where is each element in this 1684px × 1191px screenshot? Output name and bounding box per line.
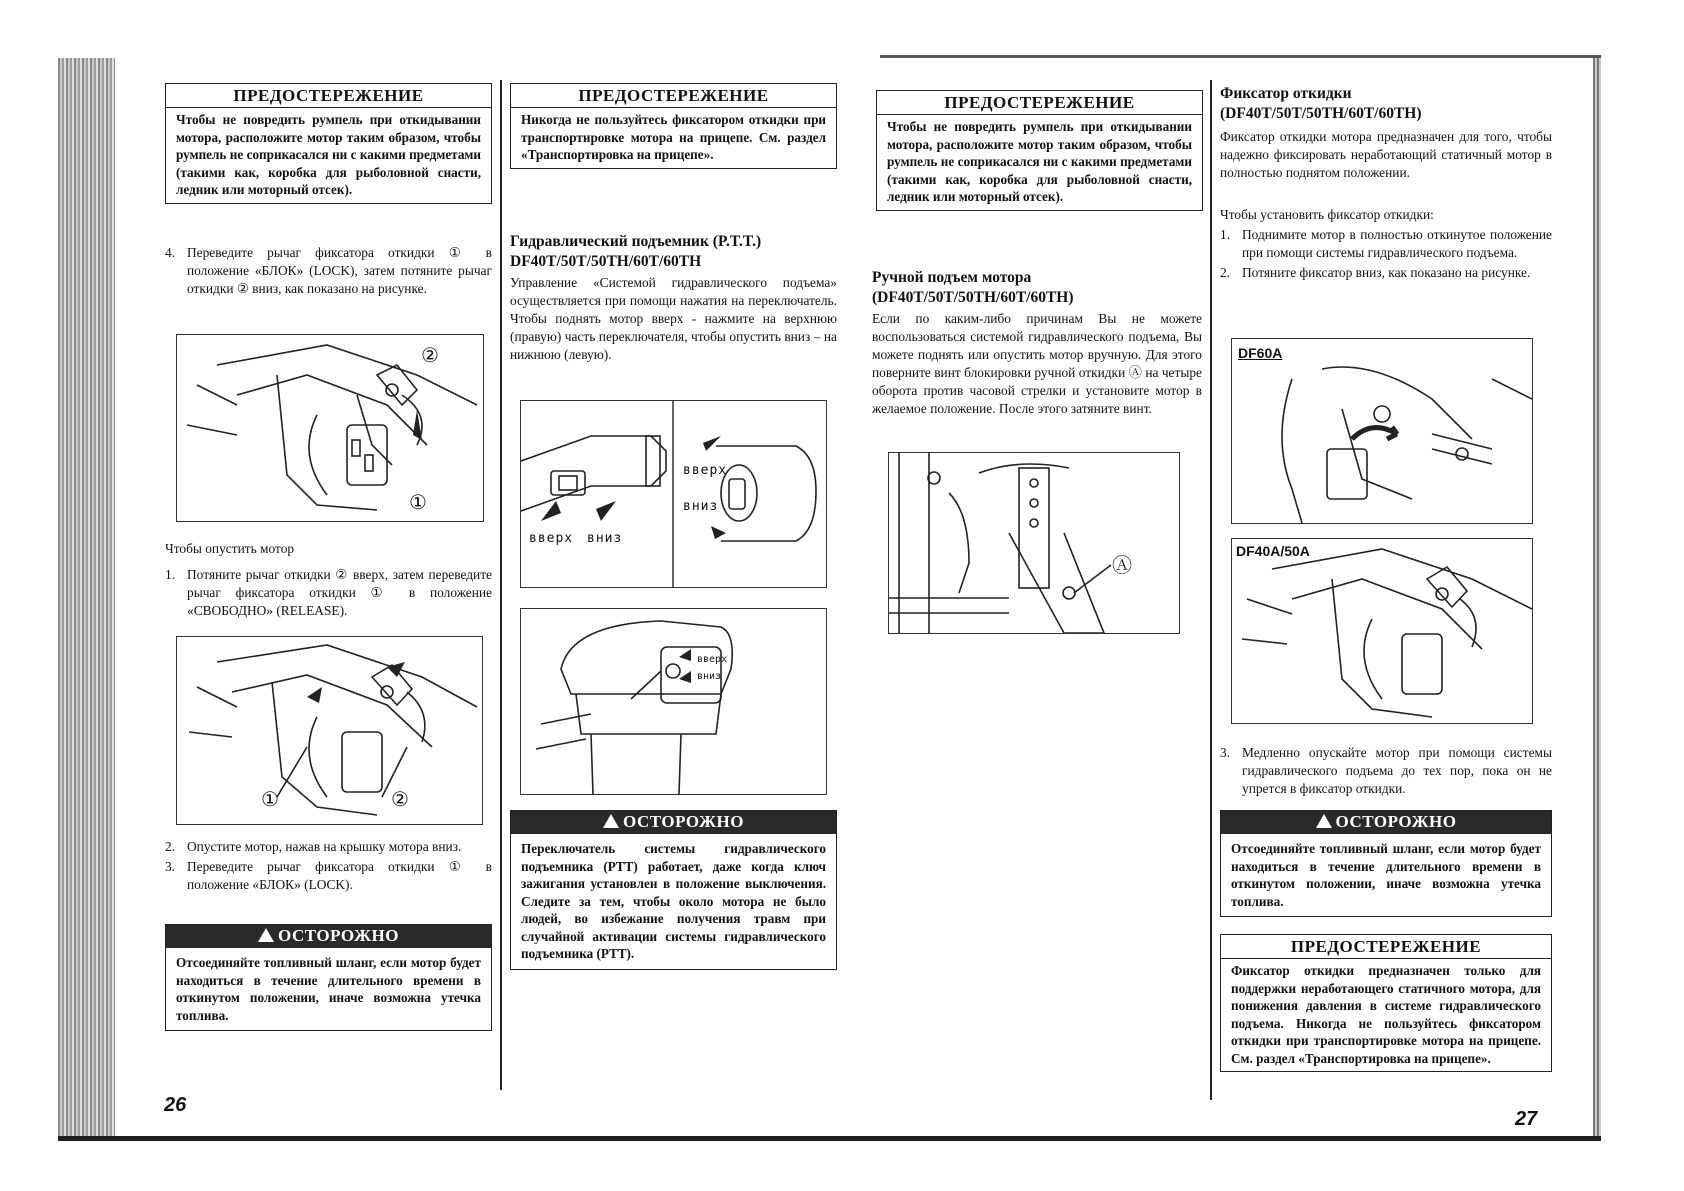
ptt-switch-drawing <box>521 401 826 587</box>
warning-box-trailer <box>510 83 837 169</box>
warning-box-tiller-right <box>876 90 1203 211</box>
caution-text: Отсоединяйте топливный шланг, если мотор будет находиться в течение длительного времени в откинутом положении, иначе возможна утечка топлива. <box>176 955 481 1023</box>
figure-label-up-left: вверх <box>529 531 574 546</box>
caution-text: Отсоединяйте топливный шланг, если мотор будет находиться в течение длительного времени в откинутом положении, иначе возможна утечка топлива. <box>1231 841 1541 909</box>
page-number-right: 27 <box>1515 1108 1538 1130</box>
caution-title-bar <box>166 925 491 948</box>
figure-tilt-lock-lever <box>176 334 484 522</box>
step-number: 1. <box>165 567 176 582</box>
step-text: Поднимите мотор в полностью откинутое положение при помощи системы гидравлического подъема. <box>1242 227 1552 260</box>
section-models: (DF40T/50T/50TH/60T/60TH) <box>872 289 1074 306</box>
step-text: Опустите мотор, нажав на крышку мотора вниз. <box>187 839 462 854</box>
scan-bottom-edge <box>58 1136 1601 1141</box>
figure-df60a <box>1231 338 1533 524</box>
warning-text: Чтобы не повредить румпель при откидывании мотора, расположите мотор таким образом, чтобы румпель не соприкасался ни с какими предметами (такими как, коробка для рыболовной снасти, ледник или моторный отсек). <box>176 112 481 197</box>
step-4 <box>165 244 492 300</box>
warning-text: Фиксатор откидки предназначен только для поддержки неработающего статичного мотора, для понижения давления в системе гидравлического подъема. Никогда не пользуйтесь фиксатором откидки при транспортировке мотора на прицепе. См. раздел «Транспортировка на прицепе». <box>1231 963 1541 1066</box>
outboard-motor-drawing <box>521 609 826 794</box>
scan-edge-right <box>1593 55 1601 1140</box>
caution-title: ОСТОРОЖНО <box>623 812 744 831</box>
figure-callout-1: ① <box>261 789 279 811</box>
step-text: Потяните рычаг откидки ② вверх, затем переведите рычаг фиксатора откидки ① в положение «СВОБОДНО» (RELEASE). <box>187 567 492 618</box>
figure-callout-1: ① <box>409 492 427 514</box>
figure-manual-tilt-screw <box>888 452 1180 634</box>
figure-label-down-right: вниз <box>683 499 719 514</box>
figure-label-up-right: вверх <box>683 463 728 478</box>
tilt-release-drawing <box>177 637 482 824</box>
warning-text: Никогда не пользуйтесь фиксатором откидки при транспортировке мотора на прицепе. См. раздел «Транспортировка на прицепе». <box>521 112 826 162</box>
install-steps <box>1220 226 1552 284</box>
scan-binding-edge-left <box>58 58 115 1140</box>
section-models: (DF40T/50T/50TH/60T/60TH) <box>1220 105 1422 122</box>
figure-outboard-switch-location <box>520 608 827 795</box>
figure-label-df60a: DF60A <box>1238 345 1283 361</box>
figure-label-down-small: вниз <box>697 671 722 682</box>
step-text: Переведите рычаг фиксатора откидки ① в положение «БЛОК» (LOCK), затем потяните рычаг откидки ② вниз, как показано на рисунке. <box>187 245 492 296</box>
step-number: 3. <box>165 859 176 874</box>
step-number: 3. <box>1220 745 1231 760</box>
lower-steps-2-3 <box>165 838 492 896</box>
section-title-manual-tilt <box>872 268 1202 308</box>
warning-box-tiller <box>165 83 492 204</box>
section-title-tilt-support <box>1220 84 1550 124</box>
caution-box-fuel <box>165 924 492 1031</box>
section-title: Фиксатор откидки <box>1220 85 1352 102</box>
step-3-lower <box>1220 744 1552 800</box>
df40a-50a-drawing <box>1232 539 1532 723</box>
page-number-left: 26 <box>164 1094 187 1116</box>
lower-step-1 <box>165 566 492 622</box>
caution-title: ОСТОРОЖНО <box>278 926 399 945</box>
caution-text: Переключатель системы гидравлического подъемника (PTT) работает, даже когда ключ зажигания установлен в положение выключения. Следите за тем, чтобы около мотора не было людей, во избежание получения травм при случайной активации системы гидравлического подъемника (PTT). <box>521 841 826 961</box>
section-title-ptt <box>510 232 840 272</box>
step-text: Потяните фиксатор вниз, как показано на рисунке. <box>1242 265 1531 280</box>
warning-triangle-icon <box>603 814 619 828</box>
figure-df40a-50a <box>1231 538 1533 724</box>
step-number: 4. <box>165 245 176 260</box>
figure-label-df40a-50a: DF40A/50A <box>1236 543 1310 559</box>
step-number: 1. <box>1220 227 1231 242</box>
step-number: 2. <box>165 839 176 854</box>
caution-box-ptt <box>510 810 837 970</box>
warning-text: Чтобы не повредить румпель при откидывании мотора, расположите мотор таким образом, чтобы румпель не соприкасался ни с какими предметами (такими как, коробка для рыболовной снасти, ледник или моторный отсек). <box>887 119 1192 204</box>
figure-callout-2: ② <box>421 345 439 367</box>
warning-title: ПРЕДОСТЕРЕЖЕНИЕ <box>166 84 491 108</box>
warning-triangle-icon <box>1316 814 1332 828</box>
warning-title: ПРЕДОСТЕРЕЖЕНИЕ <box>1221 935 1551 959</box>
caution-title: ОСТОРОЖНО <box>1335 812 1457 831</box>
figure-label-up-small: вверх <box>697 654 728 665</box>
caution-title-bar <box>1221 811 1551 834</box>
figure-callout-a: Ⓐ <box>1112 555 1132 577</box>
warning-title: ПРЕДОСТЕРЕЖЕНИЕ <box>511 84 836 108</box>
warning-triangle-icon <box>258 928 274 942</box>
figure-callout-2: ② <box>391 789 409 811</box>
figure-label-down-left: вниз <box>587 531 623 546</box>
step-text: Медленно опускайте мотор при помощи системы гидравлического подъема до тех пор, пока он не упрется в фиксатор откидки. <box>1242 745 1552 796</box>
lower-motor-heading: Чтобы опустить мотор <box>165 541 295 556</box>
step-text: Переведите рычаг фиксатора откидки ① в положение «БЛОК» (LOCK). <box>187 859 492 892</box>
column-divider <box>500 80 502 1090</box>
scan-top-edge <box>880 55 1601 58</box>
section-models: DF40T/50T/50TH/60T/60TH <box>510 253 702 270</box>
section-text-manual-tilt: Если по каким-либо причинам Вы не можете воспользоваться системой гидравлического подъема, Вы можете поднять или опустить мотор вручную. Для этого поверните винт блокировки ручной откидки Ⓐ на четыре оборота против часовой стрелки и установите мотор в желаемое положение. После этого затяните винт. <box>872 311 1202 416</box>
column-divider-right <box>1210 80 1212 1100</box>
section-title: Ручной подъем мотора <box>872 269 1032 286</box>
caution-box-fuel-right <box>1220 810 1552 917</box>
figure-ptt-switch <box>520 400 827 588</box>
step-number: 2. <box>1220 265 1231 280</box>
warning-box-tilt-support <box>1220 934 1552 1072</box>
section-title: Гидравлический подъемник (P.T.T.) <box>510 233 762 250</box>
df60a-drawing <box>1232 339 1532 523</box>
install-heading: Чтобы установить фиксатор откидки: <box>1220 207 1434 222</box>
section-text-ptt: Управление «Системой гидравлического подъема» осуществляется при помощи нажатия на переключатель. Чтобы поднять мотор вверх - нажмите на верхнюю (правую) часть переключателя, чтобы опустить вниз – на нижнюю (левую). <box>510 275 837 362</box>
warning-title: ПРЕДОСТЕРЕЖЕНИЕ <box>877 91 1202 115</box>
caution-title-bar <box>511 811 836 834</box>
figure-tilt-release-lever <box>176 636 483 825</box>
tilt-support-intro: Фиксатор откидки мотора предназначен для того, чтобы надежно фиксировать неработающий статичный мотор в полностью поднятом положении. <box>1220 129 1552 180</box>
manual-tilt-drawing <box>889 453 1179 633</box>
